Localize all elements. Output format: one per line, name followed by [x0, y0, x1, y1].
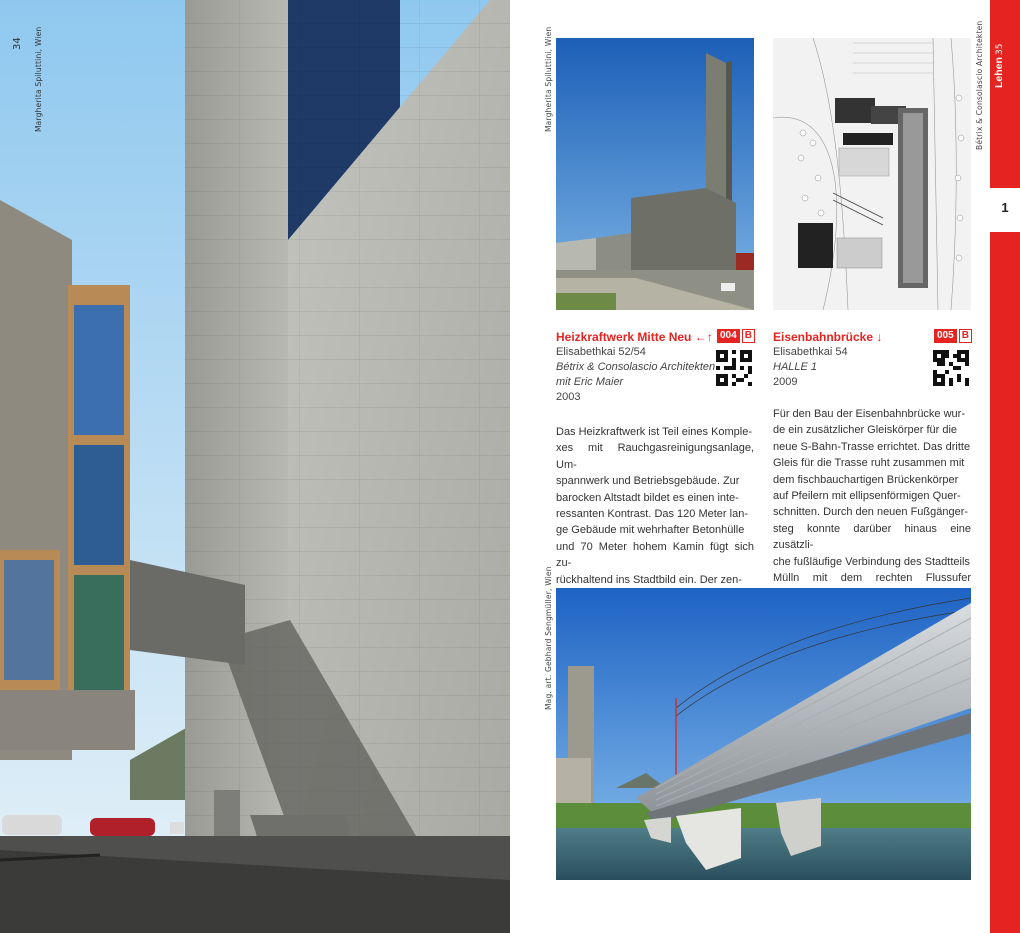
entry-005-title: Eisenbahnbrücke ↓: [773, 330, 883, 344]
plan-credit-top-right: Bétrix & Consolascio Architekten: [975, 20, 984, 150]
text-line: ressanten Kontrast. Das 120 Meter lan-: [556, 508, 748, 521]
right-page: [510, 0, 1020, 933]
text-line: de ein zusätzlicher Gleiskörper für die: [773, 424, 958, 437]
text-line: Das Heizkraftwerk ist Teil eines Komple-: [556, 426, 753, 438]
text-line: auf Pfeilern mit ellipsenförmigen Quer-: [773, 490, 961, 503]
heating-plant-thumbnail: [556, 38, 754, 310]
entry-005-zone: B: [959, 329, 972, 343]
entry-004-qr-code[interactable]: [716, 350, 752, 386]
photo-credit-left: Margherita Spiluttini, Wien: [34, 26, 43, 132]
entry-004-architect: Bétrix & Consolascio Architekten: [556, 361, 716, 373]
chapter-side-tab: [990, 0, 1020, 933]
page-number-right: 35: [995, 43, 1005, 55]
photo-credit-bottom: Mag. art. Gebhard Sengmüller, Wien: [544, 566, 553, 710]
text-line: Mülln mit dem rechten Flussufer: [773, 572, 971, 585]
entry-004-code-badge: [717, 329, 755, 343]
text-line: dem fischbauchartigen Brückenkörper: [773, 473, 959, 486]
text-line: spannwerk und Betriebsgebäude. Zur: [556, 475, 740, 488]
entry-005-year: 2009: [773, 376, 798, 388]
entry-005-qr-code[interactable]: [933, 350, 969, 386]
entry-004-zone: B: [742, 329, 755, 343]
entry-004-address: Elisabethkai 52/54: [556, 346, 646, 358]
chapter-label: Lehen: [993, 57, 1005, 88]
entry-005-code-badge: [934, 329, 972, 343]
photo-credit-top-left: Margherita Spiluttini, Wien: [544, 26, 553, 132]
page-number-left: 34: [12, 37, 23, 50]
entry-004-year: 2003: [556, 391, 581, 403]
site-plan-drawing: [773, 38, 971, 310]
text-line: xes mit Rauchgasreinigungsanlage, Um-: [556, 442, 754, 471]
text-line: rückhaltend ins Stadtbild ein. Der zen-: [556, 573, 742, 586]
entry-004-collaborator: mit Eric Maier: [556, 376, 624, 388]
text-line: barocken Altstadt bildet es einen inte-: [556, 491, 739, 504]
text-line: Gleis für die Trasse ruht zusammen mit: [773, 457, 965, 470]
text-line: ge Gebäude mit wehrhafter Betonhülle: [556, 524, 745, 537]
entry-004-title: Heizkraftwerk Mitte Neu ←↑: [556, 330, 713, 344]
text-line: und 70 Meter hohem Kamin fügt sich zu-: [556, 540, 754, 570]
chapter-number: 1: [1001, 200, 1009, 215]
text-line: Für den Bau der Eisenbahnbrücke wur-: [773, 408, 965, 420]
entry-005-architect: HALLE 1: [773, 361, 818, 373]
text-line: steg konnte darüber hinaus eine zusätzli-: [773, 522, 971, 552]
text-line: che fußläufige Verbindung des Stadtteils: [773, 555, 970, 568]
entry-004-code: 004: [717, 329, 740, 343]
railway-bridge-photo: [556, 588, 971, 880]
entry-005-address: Elisabethkai 54: [773, 346, 848, 358]
text-line: schnitten. Durch den neuen Fußgänger-: [773, 506, 969, 519]
text-line: neue S-Bahn-Trasse errichtet. Das dritte: [773, 440, 971, 453]
entry-005-code: 005: [934, 329, 957, 343]
